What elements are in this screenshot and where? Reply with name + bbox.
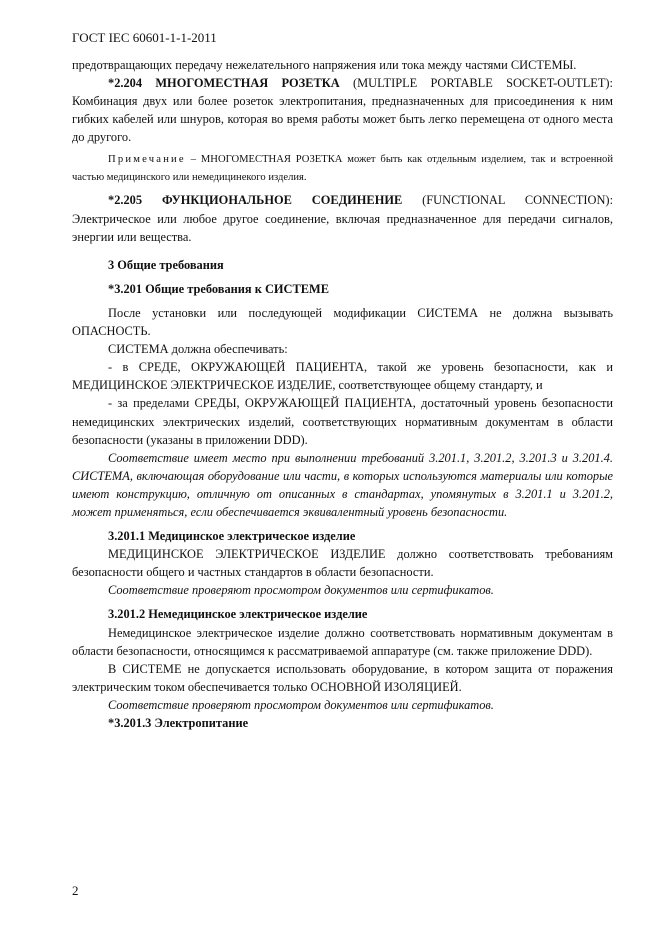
section-3-title: 3 Общие требования [108, 257, 224, 272]
section-3-201-2-paragraph-2: В СИСТЕМЕ не допускается использовать оборудование, в котором защита от поражения электрическим током обеспечивается только ОСНОВНОЙ ИЗОЛЯЦИЕЙ. [72, 661, 613, 694]
section-3-201-2-compliance: Соответствие проверяют просмотром документов или сертификатов. [108, 697, 494, 712]
note [72, 151, 613, 187]
section-3-201-3-title: *3.201.3 Электропитание [108, 716, 249, 730]
definition-2-205 [72, 191, 613, 245]
note-label: Примечание [108, 154, 186, 166]
document-header: ГОСТ IEC 60601-1-1-2011 [72, 30, 217, 45]
page-number: 2 [72, 883, 79, 898]
section-3-201-2-paragraph-1: Немедицинское электрическое изделие должно соответствовать нормативным документам в области безопасности, относящимся к рассматриваемой аппаратуре (см. также приложение DDD). [72, 625, 613, 658]
section-3-201-compliance: Соответствие имеет место при выполнении требований 3.201.1, 3.201.2, 3.201.3 и 3.201.4. СИСТЕМА, включающая оборудование или части, в которых используются материалы или которые имеют конструкцию, отличную от описанных в стандартах, упомянутых в 3.201.1 и 3.201.2, может применяться, если обеспечивается эквивалентный уровень безопасности. [72, 450, 613, 519]
section-3-201-paragraph-2: СИСТЕМА должна обеспечивать: [108, 342, 288, 357]
definition-2-204-text: (MULTIPLE PORTABLE SOCKET-OUTLET): Комбинация двух или более розеток электропитания, предназначенных для присоединения к ним гибких кабелей или шнуров, которая во время работы может быть легко перемещена от одного места до другого. [72, 76, 613, 145]
document-page [72, 30, 613, 732]
section-3-201-title: *3.201 Общие требования к СИСТЕМЕ [108, 281, 329, 296]
paragraph-continuation: предотвращающих передачу нежелательного напряжения или тока между частями СИСТЕМЫ. [72, 58, 577, 72]
section-3-201-2-title: 3.201.2 Немедицинское электрическое изделие [108, 607, 368, 622]
section-3-201-paragraph-3: - в СРЕДЕ, ОКРУЖАЮЩЕЙ ПАЦИЕНТА, такой же уровень безопасности, как и МЕДИЦИНСКОЕ ЭЛЕКТРИЧЕСКОЕ ИЗДЕЛИЕ, соответствующее общему стандарту, и [72, 360, 613, 393]
section-3-201-1-title: 3.201.1 Медицинское электрическое изделие [108, 529, 356, 544]
section-3-201-1-compliance: Соответствие проверяют просмотром документов или сертификатов. [108, 583, 494, 598]
section-3-201-paragraph-4: - за пределами СРЕДЫ, ОКРУЖАЮЩЕЙ ПАЦИЕНТА, достаточный уровень безопасности немедицинских электрических изделий, соответствующих нормативным документам в области безопасности (указаны в приложении DDD). [72, 396, 613, 447]
term-2-204: *2.204 МНОГОМЕСТНАЯ РОЗЕТКА [108, 76, 340, 91]
section-3-201-1-paragraph: МЕДИЦИНСКОЕ ЭЛЕКТРИЧЕСКОЕ ИЗДЕЛИЕ должно соответствовать требованиям безопасности общего и частных стандартов в области безопасности. [72, 547, 613, 580]
term-2-205: *2.205 ФУНКЦИОНАЛЬНОЕ СОЕДИНЕНИЕ [108, 193, 403, 208]
note-text: – МНОГОМЕСТНАЯ РОЗЕТКА может быть как отдельным изделием, так и встроенной частью медицинского или немедицинекого изделия. [72, 154, 613, 184]
definition-2-205-text: (FUNCTIONAL CONNECTION): Электрическое или любое другое соединение, включая предназначенное для передачи сигналов, энергии или вещества. [72, 193, 614, 244]
definition-2-204 [72, 74, 613, 146]
section-3-201-paragraph-1: После установки или последующей модификации СИСТЕМА не должна вызывать ОПАСНОСТЬ. [72, 305, 613, 339]
